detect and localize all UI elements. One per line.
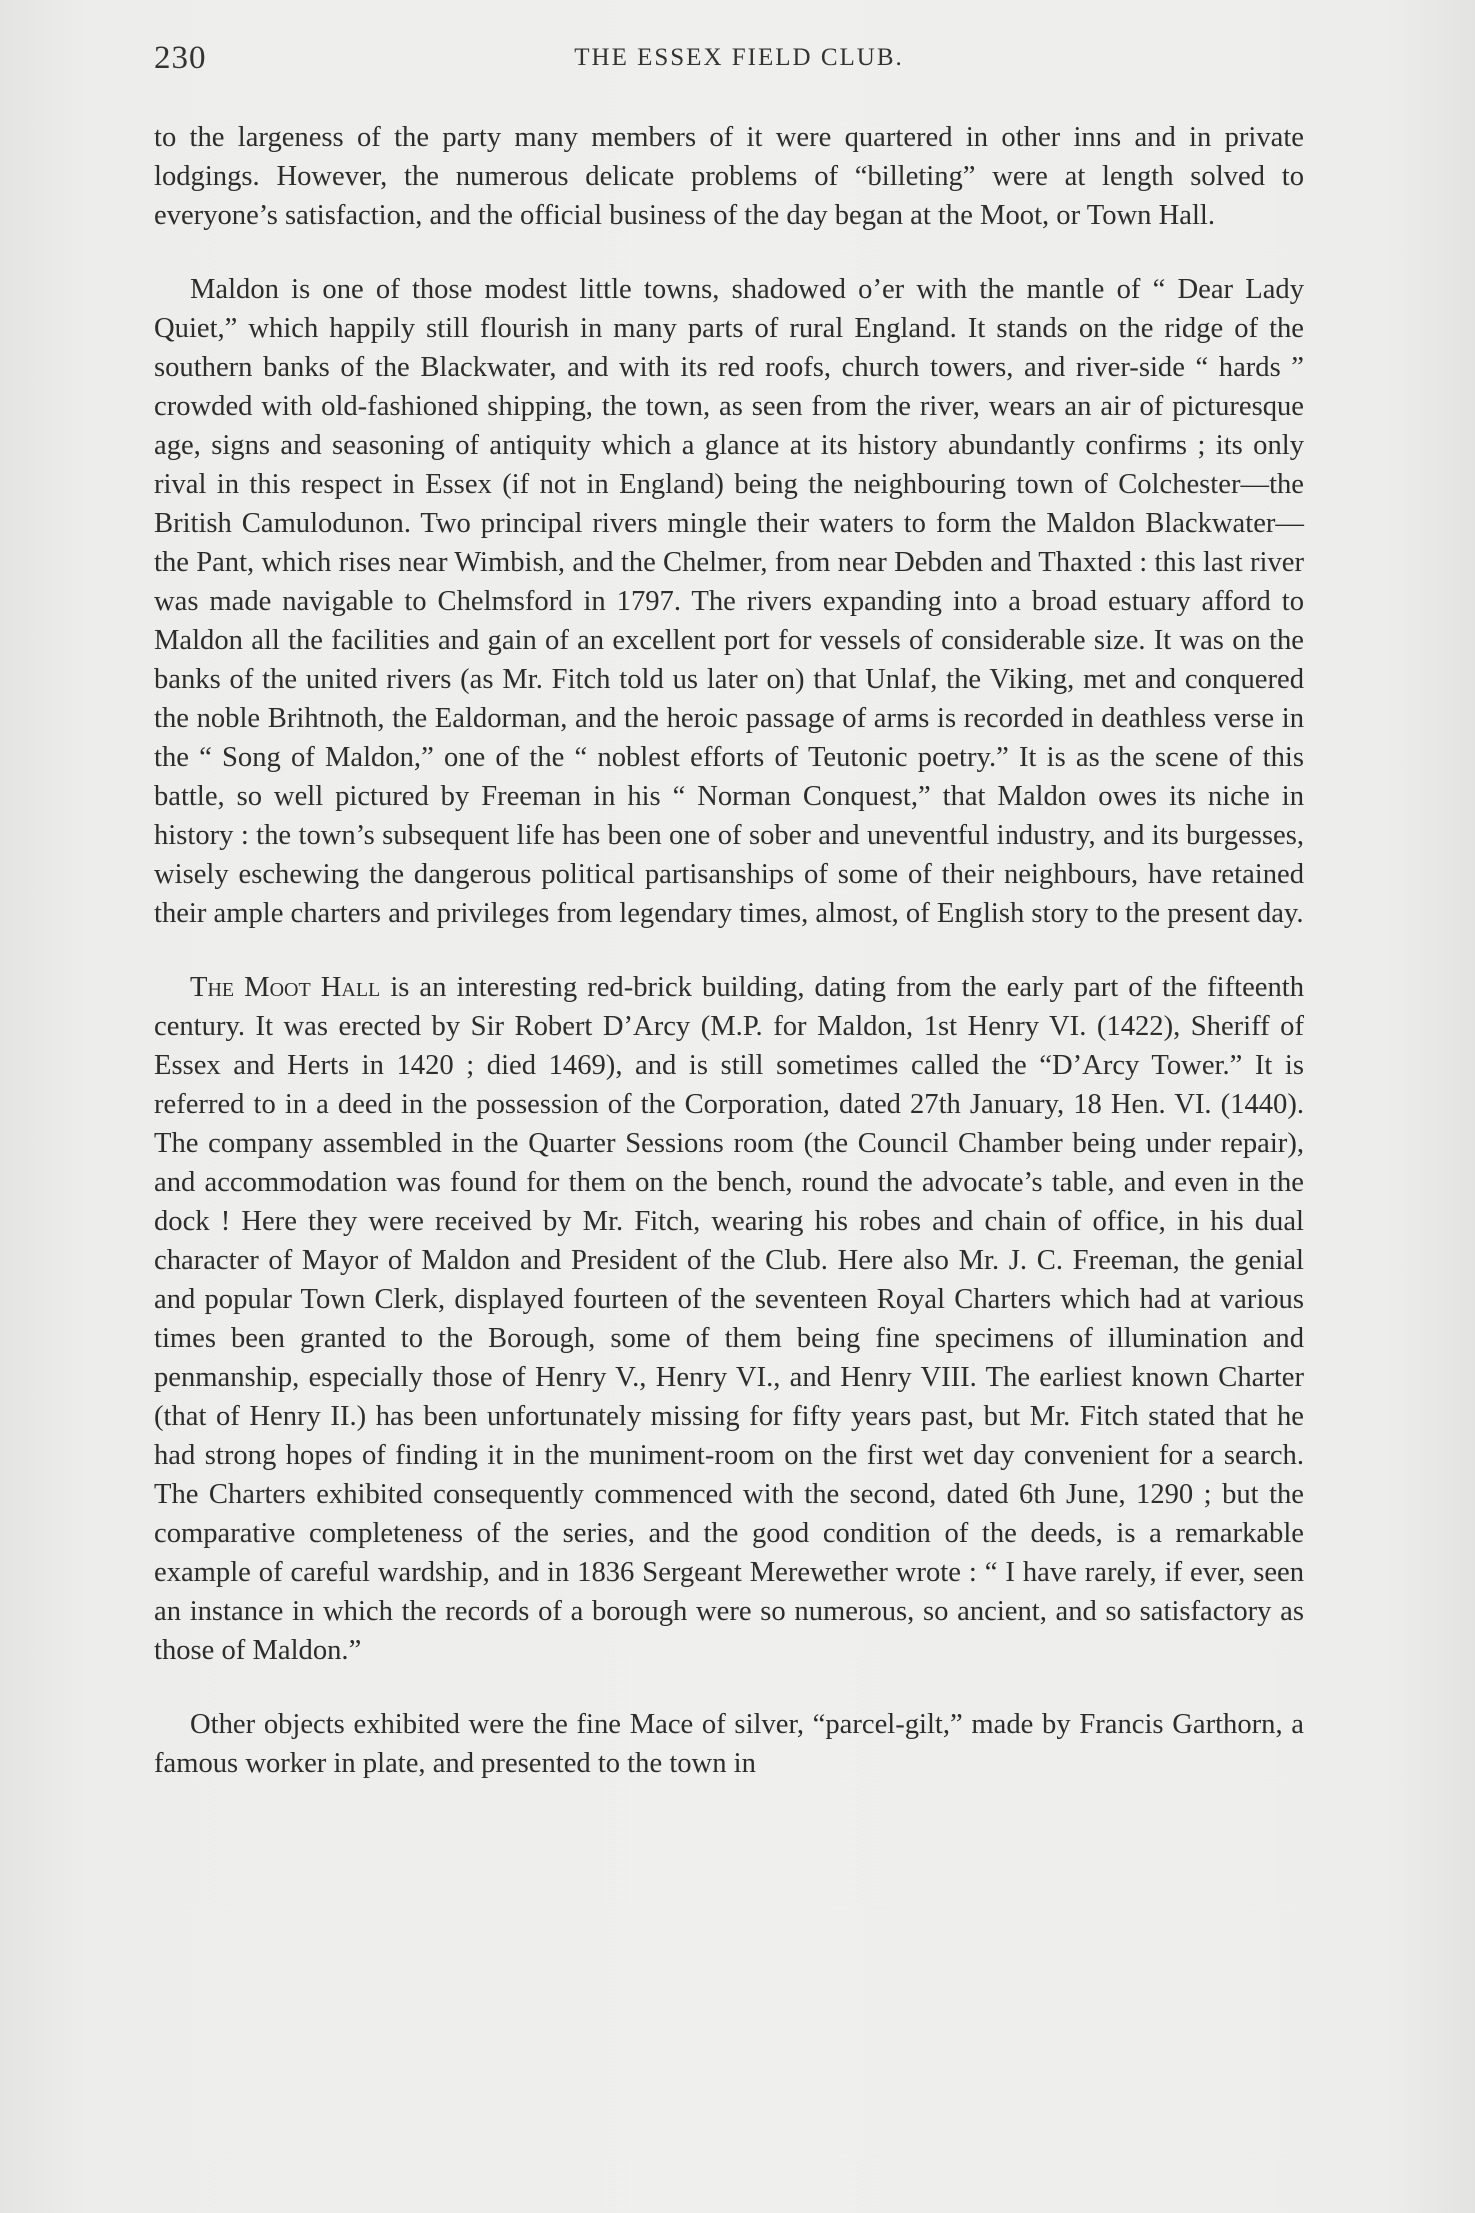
paragraph-moot-hall xyxy=(154,968,1304,1670)
running-head xyxy=(154,40,1324,76)
paragraph-maldon: Maldon is one of those modest little towns, shadowed o’er with the mantle of “ Dear Lady Quiet,” which happily still flourish in many parts of rural England. It stands on the ridge of the southern banks of the Blackwater, and with its red roofs, church towers, and river-side “ hards ” crowded with old-fashioned shipping, the town, as seen from the river, wears an air of picturesque age, signs and seasoning of antiquity which a glance at its history abundantly confirms ; its only rival in this respect in Essex (if not in England) being the neighbouring town of Colchester—the British Camulodunon. Two principal rivers mingle their waters to form the Maldon Blackwater—the Pant, which rises near Wimbish, and the Chelmer, from near Debden and Thaxted : this last river was made navigable to Chelmsford in 1797. The rivers expanding into a broad estuary afford to Maldon all the facilities and gain of an excellent port for vessels of considerable size. It was on the banks of the united rivers (as Mr. Fitch told us later on) that Unlaf, the Viking, met and conquered the noble Brihtnoth, the Ealdorman, and the heroic passage of arms is recorded in deathless verse in the “ Song of Maldon,” one of the “ noblest efforts of Teutonic poetry.” It is as the scene of this battle, so well pictured by Freeman in his “ Norman Conquest,” that Maldon owes its niche in history : the town’s subsequent life has been one of sober and uneventful industry, and its burgesses, wisely eschewing the dangerous political partisanships of some of their neighbours, have retained their ample charters and privileges from legendary times, almost, of English story to the present day. xyxy=(154,274,1304,929)
moot-hall-text: is an interesting red-brick building, dating from the early part of the fifteenth century. It was erected by Sir Robert D’Arcy (M.P. for Maldon, 1st Henry VI. (1422), Sheriff of Essex and Herts in 1420 ; died 1469), and is still sometimes called the “D’Arcy Tower.” It is referred to in a deed in the possession of the Corporation, dated 27th January, 18 Hen. VI. (1440). The company assembled in the Quarter Sessions room (the Council Chamber being under repair), and accommodation was found for them on the bench, round the advocate’s table, and even in the dock ! Here they were received by Mr. Fitch, wearing his robes and chain of office, in his dual character of Mayor of Maldon and President of the Club. Here also Mr. J. C. Freeman, the genial and popular Town Clerk, displayed fourteen of the seventeen Royal Charters which had at various times been granted to the Borough, some of them being fine specimens of illumination and penmanship, especially those of Henry V., Henry VI., and Henry VIII. The earliest known Charter (that of Henry II.) has been unfortunately missing for fifty years past, but Mr. Fitch stated that he had strong hopes of finding it in the muniment-room on the first wet day convenient for a search. The Charters exhibited consequently commenced with the second, dated 6th June, 1290 ; but the comparative completeness of the series, and the good condition of the deeds, is a remarkable example of careful wardship, and in 1836 Sergeant Merewether wrote : “ I have rarely, if ever, seen an instance in which the records of a borough were so numerous, so ancient, and so satisfactory as those of Maldon.” xyxy=(154,972,1304,1666)
running-title: THE ESSEX FIELD CLUB. xyxy=(574,44,904,71)
body-text xyxy=(154,118,1304,1783)
paragraph-continuation: to the largeness of the party many members of it were quartered in other inns and in private lodgings. However, the numerous delicate problems of “billeting” were at length solved to everyone’s satisfaction, and the official business of the day began at the Moot, or Town Hall. xyxy=(154,122,1304,231)
moot-hall-lead: The Moot Hall xyxy=(190,972,381,1003)
page-number: 230 xyxy=(154,40,207,76)
paragraph-other-objects: Other objects exhibited were the fine Mace of silver, “parcel-gilt,” made by Francis Garthorn, a famous worker in plate, and presented to the town in xyxy=(154,1709,1304,1779)
